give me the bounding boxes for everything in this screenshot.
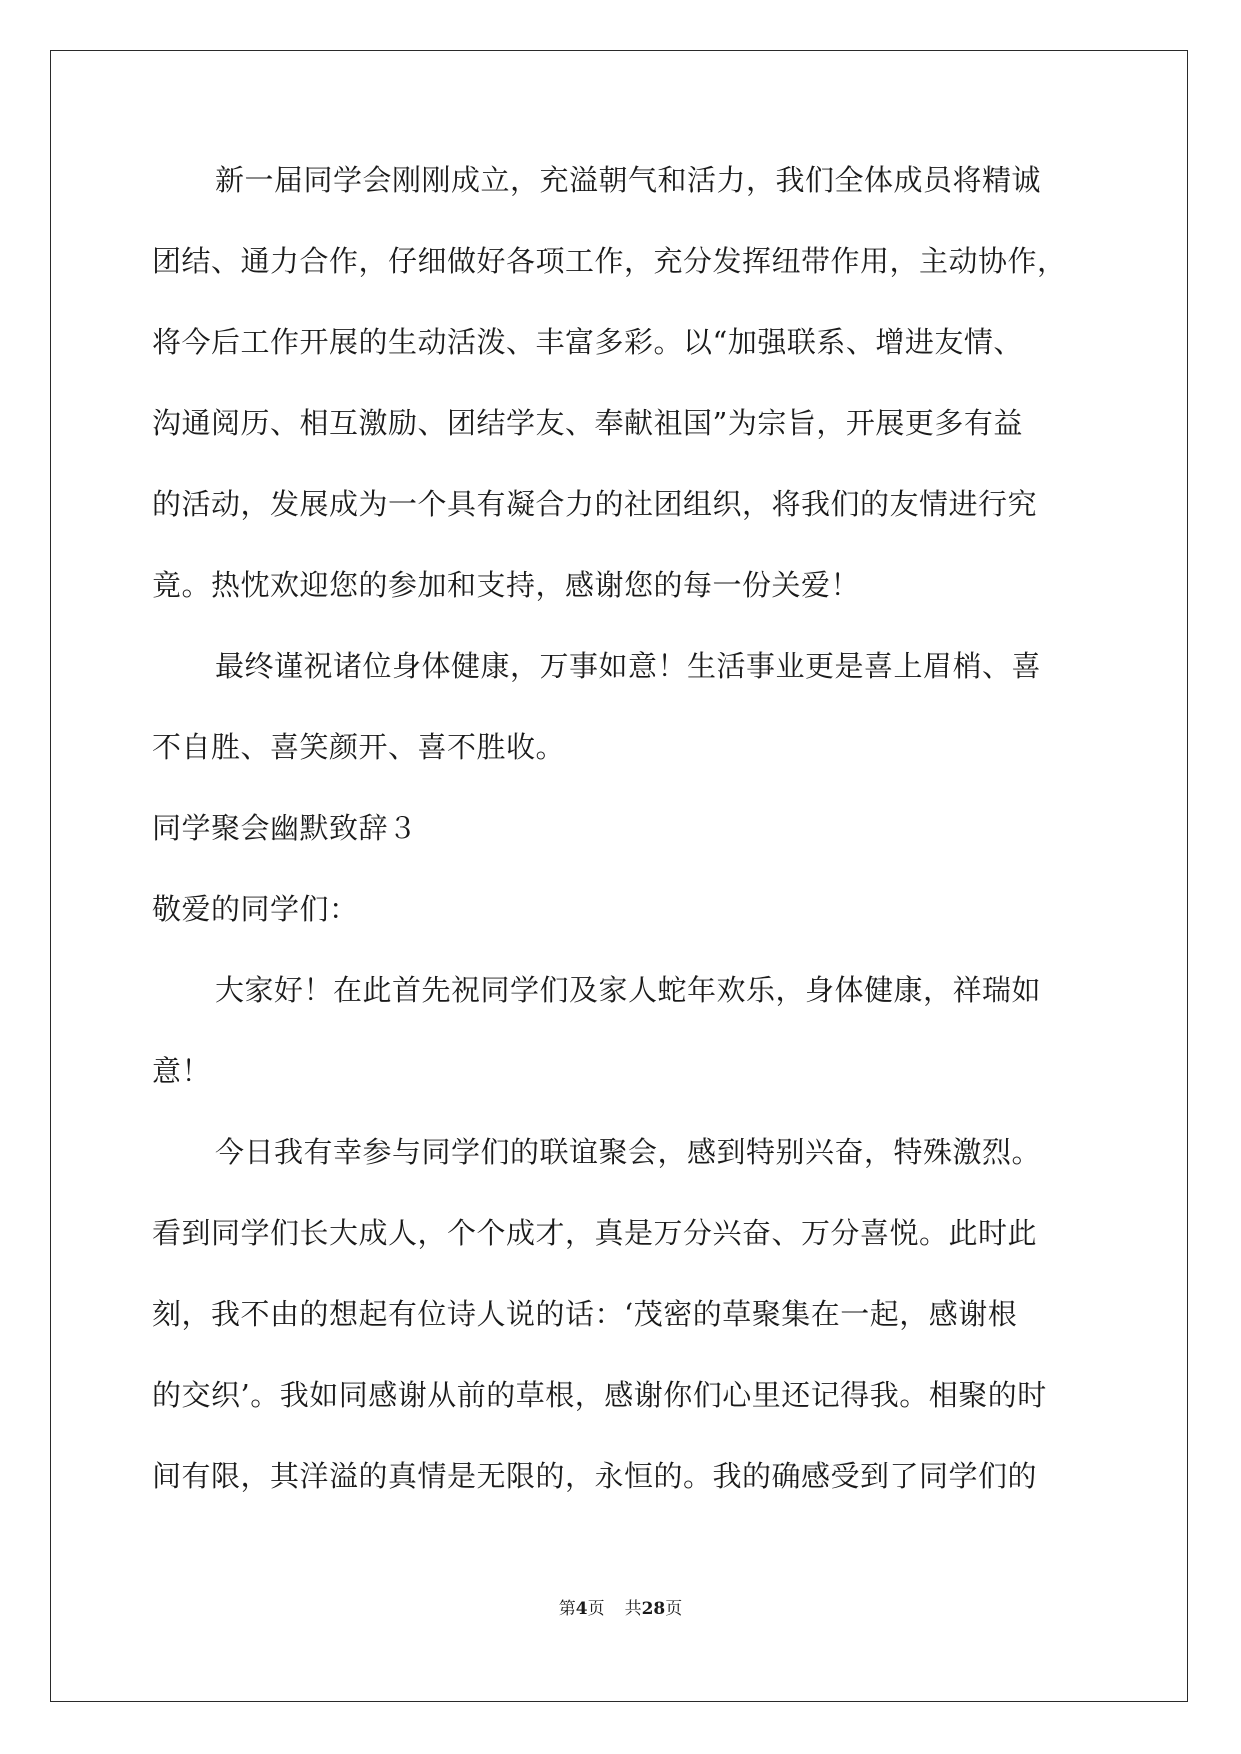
- body-line: 刻，我不由的想起有位诗人说的话：‘茂密的草聚集在一起，感谢根: [152, 1297, 1018, 1331]
- body-line: 将今后工作开展的生动活泼、丰富多彩。以“加强联系、增进友情、: [152, 325, 1023, 359]
- body-line: 竟。热忱欢迎您的参加和支持，感谢您的每一份关爱！: [152, 568, 861, 602]
- total-pages: 28: [641, 1599, 666, 1619]
- body-line: 新一届同学会刚刚成立，充溢朝气和活力，我们全体成员将精诚: [215, 163, 1042, 197]
- salutation: 敬爱的同学们：: [152, 892, 359, 926]
- page-suffix: 页: [587, 1599, 605, 1619]
- body-line: 看到同学们长大成人，个个成才，真是万分兴奋、万分喜悦。此时此: [152, 1216, 1038, 1250]
- body-line: 意！: [152, 1054, 212, 1088]
- page-number: 4: [575, 1599, 588, 1619]
- section-heading: 同学聚会幽默致辞３: [152, 811, 418, 845]
- body-line: 今日我有幸参与同学们的联谊聚会，感到特别兴奋，特殊激烈。: [215, 1135, 1042, 1169]
- page-footer: [0, 1597, 1241, 1621]
- body-line: 的活动，发展成为一个具有凝合力的社团组织，将我们的友情进行究: [152, 487, 1038, 521]
- body-line: 团结、通力合作，仔细做好各项工作，充分发挥纽带作用，主动协作，: [152, 244, 1067, 278]
- total-prefix: 共: [624, 1599, 642, 1619]
- body-line: 沟通阅历、相互激励、团结学友、奉献祖国”为宗旨，开展更多有益: [152, 406, 1023, 440]
- page-prefix: 第: [558, 1599, 576, 1619]
- body-line: 最终谨祝诸位身体健康，万事如意！生活事业更是喜上眉梢、喜: [215, 649, 1042, 683]
- total-suffix: 页: [665, 1599, 683, 1619]
- body-line: 不自胜、喜笑颜开、喜不胜收。: [152, 730, 566, 764]
- body-line: 间有限，其洋溢的真情是无限的，永恒的。我的确感受到了同学们的: [152, 1459, 1038, 1493]
- document-body: [152, 160, 1102, 1537]
- body-line: 大家好！在此首先祝同学们及家人蛇年欢乐，身体健康，祥瑞如: [215, 973, 1042, 1007]
- body-line: 的交织’。我如同感谢从前的草根，感谢你们心里还记得我。相聚的时: [152, 1378, 1047, 1412]
